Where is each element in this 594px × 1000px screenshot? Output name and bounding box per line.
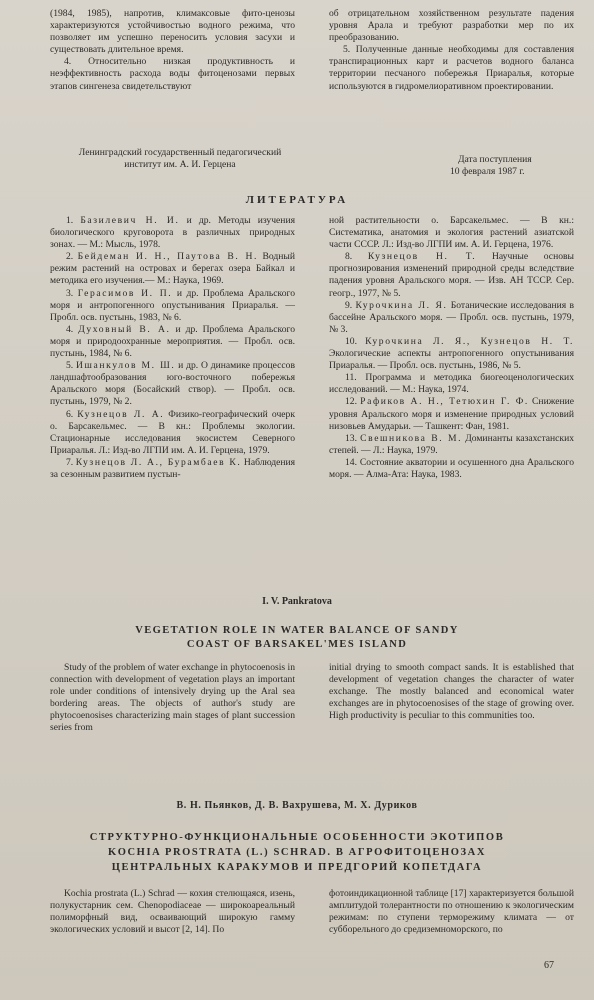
next-article-body [50,888,574,936]
reference-item: 10. Курочкина Л. Я., Кузнецов Н. Т. Экологические аспекты антропогенного опустынивания Приаралья. — Пробл. осв. пустынь, 1986, № 5. [329,335,574,372]
reference-item: 14. Состояние акватории и осушенного дна Аральского моря. — Алма-Ата: Наука, 1983. [329,456,575,480]
next-title-line-1: СТРУКТУРНО-ФУНКЦИОНАЛЬНЫЕ ОСОБЕННОСТИ ЭКОТИПОВ [89,832,505,843]
top-right-paragraph-1: об отрицательном хозяйственном результате падения уровня Арала и требуют разработки мер по их преобразованию. [329,8,574,44]
reference-item: 4. Духовный В. А. и др. Проблема Аральского моря и природоохранные мероприятия. — Пробл. осв. пустынь, 1984, № 6. [50,323,296,360]
reference-item: 3. Герасимов И. П. и др. Проблема Аральского моря и антропогенного опустынивания Приаралья. — Пробл. осв. пустынь, 1983, № 6. [50,287,295,323]
top-right-column [329,8,574,93]
received-label: Дата поступления [458,154,532,165]
reference-item: 1. Базилевич Н. И. и др. Методы изучения биологического круговорота в различных природных зонах. — М.: Мысль, 1978. [50,215,295,251]
reference-item: 8. Кузнецов Н. Т. Научные основы прогнозирования изменений природной среды вследствие падения уровня Аральского моря. — Изв. АН ТССР. Сер. геогр., 1977, № 5. [329,251,574,299]
reference-item: 11. Программа и методика биогеоценологических исследований. — М.: Наука, 1974. [329,372,574,396]
top-left-paragraph-1: (1984, 1985), напротив, климаксовые фито-ценозы характеризуются устойчивостью водного режима, что позволяет им успешно переносить условия засухи и существовать длительное время. [50,8,295,56]
english-title-line-2: COAST OF BARSAKEL'MES ISLAND [186,639,408,650]
english-title [0,624,594,652]
references-right-column [329,215,574,481]
reference-item: 6. Кузнецов Л. А. Физико-географический очерк о. Барсакельмес. — В кн.: Проблемы экологии. Стационарные исследования экосистем Северного Приаралья. Л.: Изд-во ЛГПИ им. А. И. Герцена, 1979. [50,408,295,456]
next-article-title [0,830,594,875]
page-number: 67 [544,960,554,971]
top-left-paragraph-2: 4. Относительно низкая продуктивность и неэффективность расхода воды фитоценозами первых этапов сингенеза свидетельствуют [50,56,295,92]
reference-item: ной растительности о. Барсакельмес. — В кн.: Систематика, анатомия и экология растений азиатской части СССР. Л.: Изд-во ЛГПИ им. А. И. Герцена, 1976. [329,215,574,251]
next-title-line-2: KOCHIA PROSTRATA (L.) SCHRAD. В АГРОФИТОЦЕНОЗАХ [107,847,487,858]
affiliation-line-1: Ленинградский государственный педагогический [78,147,282,158]
next-body-left: Kochia prostrata (L.) Schrad — кохия стелющаяся, изень, полукустарник сем. Chenopodiaceae — широкоареальный полиморфный вид, осваивающий широкую гамму экологических условий и высот [2, 14]. По [50,888,295,936]
english-abstract [50,662,574,735]
reference-item: 5. Ишанкулов М. Ш. и др. О динамике процессов ландшафтообразования юго-восточного побережья Аральского моря (Босайский створ). — Пробл. осв. пустынь, 1979, № 2. [50,360,295,408]
received-value: 10 февраля 1987 г. [450,166,525,177]
reference-item: 13. Свешникова В. М. Доминанты казахстанских степей. — Л.: Наука, 1979. [329,432,574,456]
received-date [450,154,580,178]
english-author: I. V. Pankratova [262,596,332,607]
affiliation-line-2: институт им. А. И. Герцена [124,159,236,170]
top-right-paragraph-2: 5. Полученные данные необходимы для составления транспирационных карт и расчетов водного баланса территории песчаного побережья Приаралья, которые используются в гидромелиоративном проектировании. [329,44,574,92]
next-body-right: фотоиндикационной таблице [17] характеризуется большой амплитудой толерантности по отношению к экологическим режимам: по ступени терморежиму климата — от субборельного до средиземноморского, по [329,888,574,936]
references-left-column [50,215,295,481]
affiliation [40,147,320,171]
next-title-line-3: ЦЕНТРАЛЬНЫХ КАРАКУМОВ И ПРЕДГОРИЙ КОПЕТДАГА [111,862,483,873]
next-article-authors: В. Н. Пьянков, Д. В. Вахрушева, М. Х. Дуриков [176,800,418,811]
reference-item: 2. Бейдеман И. Н., Паутова В. Н. Водный режим растений на островах и берегах озера Байкал и методика его изучения.— М.: Наука, 1969. [50,251,295,287]
top-columns [50,8,574,93]
top-left-column [50,8,295,93]
english-abstract-right: initial drying to smooth compact sands. It is established that development of vegetation changes the character of water exchange. The mostly balanced and economical water exchanges are in phytocoenosises of the stage of growing over. High productivity is peculiar to this communities too. [329,662,574,722]
english-abstract-left: Study of the problem of water exchange in phytocoenosis in connection with development of vegetation plays an important role under conditions of intensively drying up the Aral sea bordering areas. The objects of author's study are phytocoenosises characterizing main stages of plant succession series from [50,662,295,734]
reference-item: 7. Кузнецов Л. А., Бурамбаев К. Наблюдения за сезонным развитием пустын- [50,456,296,480]
english-title-line-1: VEGETATION ROLE IN WATER BALANCE OF SANDY [135,625,459,636]
references [50,215,574,481]
literature-heading: ЛИТЕРАТУРА [245,194,349,206]
reference-item: 12. Рафиков А. Н., Тетюхин Г. Ф. Снижение уровня Аральского моря и изменение природных условий низовьев Амударьи. — Ташкент: Фан, 1981. [329,396,574,432]
reference-item: 9. Курочкина Л. Я. Ботанические исследования в бассейне Аральского моря. — Пробл. осв. пустынь, 1979, № 3. [329,299,574,335]
